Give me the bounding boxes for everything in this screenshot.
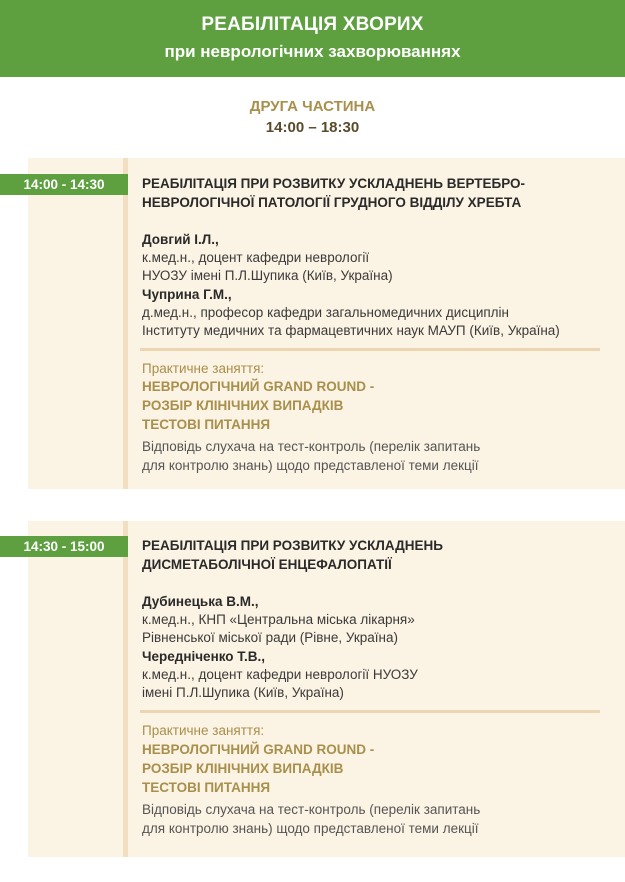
program-header (0, 0, 625, 77)
part-title: ДРУГА ЧАСТИНА (249, 98, 376, 115)
section-divider (140, 710, 600, 713)
speaker-position: д.мед.н., професор кафедри загальномедичних дисциплін (142, 305, 510, 320)
header-title: РЕАБІЛІТАЦІЯ ХВОРИХ (201, 14, 424, 35)
lecture-title-line-2: ДИСМЕТАБОЛІЧНОЇ ЕНЦЕФАЛОПАТІЇ (142, 557, 392, 572)
speaker-name: Довгий І.Л., (142, 232, 219, 247)
speaker-affiliation: НУОЗУ імені П.Л.Шупика (Київ, Україна) (142, 268, 393, 283)
practical-description-line-1: Відповідь слухача на тест-контроль (перелік запитань (142, 802, 481, 817)
lecture-title-line-2: НЕВРОЛОГІЧНОЇ ПАТОЛОГІЇ ГРУДНОГО ВІДДІЛУ ХРЕБТА (142, 195, 522, 210)
session-time-badge-1: 14:00 - 14:30 (0, 174, 128, 195)
practical-title-line-2: РОЗБІР КЛІНІЧНИХ ВИПАДКІВ (142, 761, 344, 776)
part-time: 14:00 – 18:30 (265, 119, 360, 136)
practical-title-line-3: ТЕСТОВІ ПИТАННЯ (142, 417, 271, 432)
practical-description-line-2: для контролю знань) щодо представленої теми лекції (142, 458, 479, 473)
speaker-name: Чередніченко Т.В., (142, 649, 266, 664)
practical-description-line-2: для контролю знань) щодо представленої теми лекції (142, 821, 479, 836)
practical-title-line-3: ТЕСТОВІ ПИТАННЯ (142, 780, 271, 795)
practical-title-line-1: НЕВРОЛОГІЧНИЙ GRAND ROUND - (142, 379, 375, 394)
speaker-affiliation: імені П.Л.Шупика (Київ, Україна) (142, 685, 344, 700)
session-divider-bar (123, 521, 128, 857)
practical-label: Практичне заняття: (142, 361, 265, 376)
practical-label: Практичне заняття: (142, 723, 265, 738)
section-divider (140, 348, 600, 351)
speaker-position: к.мед.н., КНП «Центральна міська лікарня» (142, 612, 415, 627)
session-divider-bar (123, 158, 128, 489)
lecture-title-line-1: РЕАБІЛІТАЦІЯ ПРИ РОЗВИТКУ УСКЛАДНЕНЬ (142, 538, 443, 553)
speaker-name: Чуприна Г.М., (142, 287, 232, 302)
practical-description-line-1: Відповідь слухача на тест-контроль (перелік запитань (142, 439, 481, 454)
session-time-badge-2: 14:30 - 15:00 (0, 536, 128, 557)
speaker-name: Дубинецька В.М., (142, 594, 259, 609)
practical-title-line-1: НЕВРОЛОГІЧНИЙ GRAND ROUND - (142, 742, 375, 757)
speaker-affiliation: Інституту медичних та фармацевтичних наук МАУП (Київ, Україна) (142, 323, 560, 338)
speaker-position: к.мед.н., доцент кафедри неврології (142, 250, 370, 265)
header-subtitle: при неврологічних захворюваннях (164, 42, 461, 61)
lecture-title-line-1: РЕАБІЛІТАЦІЯ ПРИ РОЗВИТКУ УСКЛАДНЕНЬ ВЕРТЕБРО- (142, 176, 526, 191)
speaker-position: к.мед.н., доцент кафедри неврології НУОЗУ (142, 667, 418, 682)
practical-title-line-2: РОЗБІР КЛІНІЧНИХ ВИПАДКІВ (142, 398, 344, 413)
speaker-affiliation: Рівненської міської ради (Рівне, Україна) (142, 630, 398, 645)
